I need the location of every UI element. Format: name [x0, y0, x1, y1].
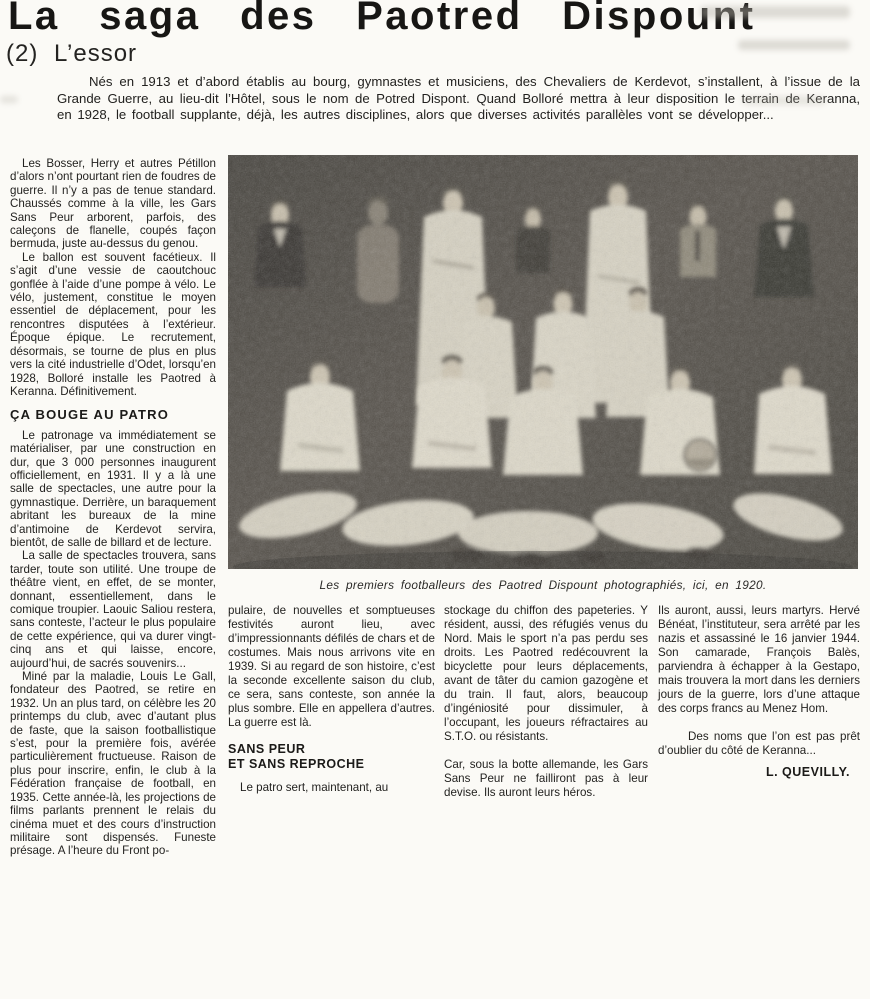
print-bleed-artifact — [0, 96, 18, 103]
paragraph: Le ballon est souvent facétieux. Il s’agit d’une vessie de caoutchouc gonflée à l’aide d’une pompe à vélo. Le vélo, justement, constitue le moyen essentiel de déplacement, pour les rencontres disputées à l’extérieur. Époque épique. Le recrutement, désormais, se tourne de plus en plus vers la cité industrielle d’Odet, lorsqu’en 1928, Bolloré installe les Paotred à Keranna. Définitivement. — [10, 250, 216, 398]
column-3 — [444, 604, 648, 800]
section-heading-sans-peur — [228, 742, 435, 772]
column-2 — [228, 604, 435, 795]
article-title: La saga des Paotred Dispount — [8, 0, 756, 38]
team-photo — [228, 155, 858, 569]
article-subtitle: (2) L’essor — [6, 40, 138, 67]
print-bleed-artifact — [742, 96, 826, 105]
heading-line: SANS PEUR — [228, 742, 306, 756]
print-bleed-artifact — [738, 40, 850, 50]
paragraph: Les Bosser, Herry et autres Pétillon d’alors n’ont pourtant rien de foudres de guerre. Il n’y a pas de tenue standard. Chaussés comme à la ville, les Gars Sans Peur arborent, parfois, des caleçons de flanelle, coupés façon bermuda, juste au-dessus du genou. — [10, 157, 216, 251]
paragraph: La salle de spectacles trouvera, sans tarder, toute son utilité. Une troupe de théâtre vient, en effet, de se monter, donnant, essentiellement, dans le comique troupier. Laouic Saliou restera, sans conteste, l’acteur le plus populaire de cette expérience, qui va durer vingt-cinq ans et qui laisse, encore, aujourd’hui, de sacrés souvenirs... — [10, 549, 216, 670]
paragraph: Le patro sert, maintenant, au — [240, 781, 389, 794]
paragraph: Miné par la maladie, Louis Le Gall, fondateur des Paotred, se retire en 1932. Un an plus tard, on célèbre les 20 printemps du club, avec d’autant plus de faste, que la saison footballistique s’est, pour la première fois, avérée particulièrement fructueuse. Raison de plus pour inscrire, enfin, le club à la Fédération française de football, en 1935. Cette année-là, les projections de films parlants prennent le relais du cinéma muet et des cours d’instruction militaire sont dispensés. Funeste présage. A l’heure du Front po- — [10, 670, 216, 858]
article-lede: Nés en 1913 et d’abord établis au bourg, gymnastes et musiciens, des Chevaliers de Kerdevot, s’installent, à l’issue de la Grande Guerre, au lieu-dit l’Hôtel, sous le nom de Potred Dispont. Quand Bolloré mettra à leur disposition le terrain de Keranna, en 1928, le football supplante, déjà, les autres disciplines, alors que diverses activités parallèles vont se développer... — [57, 74, 860, 123]
author-signature: L. QUEVILLY. — [765, 765, 850, 779]
column-4 — [658, 604, 860, 779]
paragraph: Ils auront, aussi, leurs martyrs. Hervé Bénéat, l’instituteur, sera arrêté par les nazis et assassiné le 16 janvier 1944. Son camarade, François Balès, parviendra à échapper à la Gestapo, mais trouvera la mort dans les derniers jours de la guerre, lors d’une attaque des corps francs au Menez Hom. — [658, 604, 860, 715]
paragraph: Le patronage va immédiatement se matérialiser, par une construction en dur, que 3 000 personnes inaugurent officiellement, en 1931. Il y a là une salle de spectacles, une autre pour la gymnastique. Derrière, un baraquement abritant les bureaux de la mine d’antimoine de Kerdevot servira, bientôt, de salle de billard et de lecture. — [10, 428, 216, 549]
heading-line: ET SANS REPROCHE — [228, 757, 365, 771]
section-heading-ca-bouge-au-patro: ÇA BOUGE AU PATRO — [10, 407, 170, 423]
paragraph: stockage du chiffon des papeteries. Y résident, aussi, des réfugiés venus du Nord. Mais le sport n’a pas perdu ses droits. Les Paotred redécouvrent la bicyclette pour leurs déplacements, avant de tâter du camion gazogène et du train. Il faut, alors, beaucoup d’ingéniosité pour dissimuler, à l’occupant, les joueurs réfractaires au S.T.O. ou résistants. — [444, 604, 648, 743]
photo-caption: Les premiers footballeurs des Paotred Dispount photographiés, ici, en 1920. — [319, 578, 767, 592]
print-bleed-artifact — [700, 6, 850, 18]
paragraph: pulaire, de nouvelles et somptueuses festivités auront lieu, avec d’impressionnants défilés de chars et de costumes. Mais nous arrivons vite en 1939. Si au regard de son histoire, c’est la seconde excellente saison du club, ce sera, sans conteste, son année la plus sombre. Elle en appellera d’autres. La guerre est là. — [228, 604, 435, 729]
paragraph: Des noms que l’on est pas prêt d’oublier du côté de Keranna... — [658, 730, 860, 757]
paragraph: Car, sous la botte allemande, les Gars Sans Peur ne failliront pas à leur devise. Ils auront leurs héros. — [444, 758, 648, 799]
left-column — [10, 157, 216, 858]
photo-grain-fine — [228, 155, 858, 569]
team-photo-illustration — [228, 155, 858, 569]
